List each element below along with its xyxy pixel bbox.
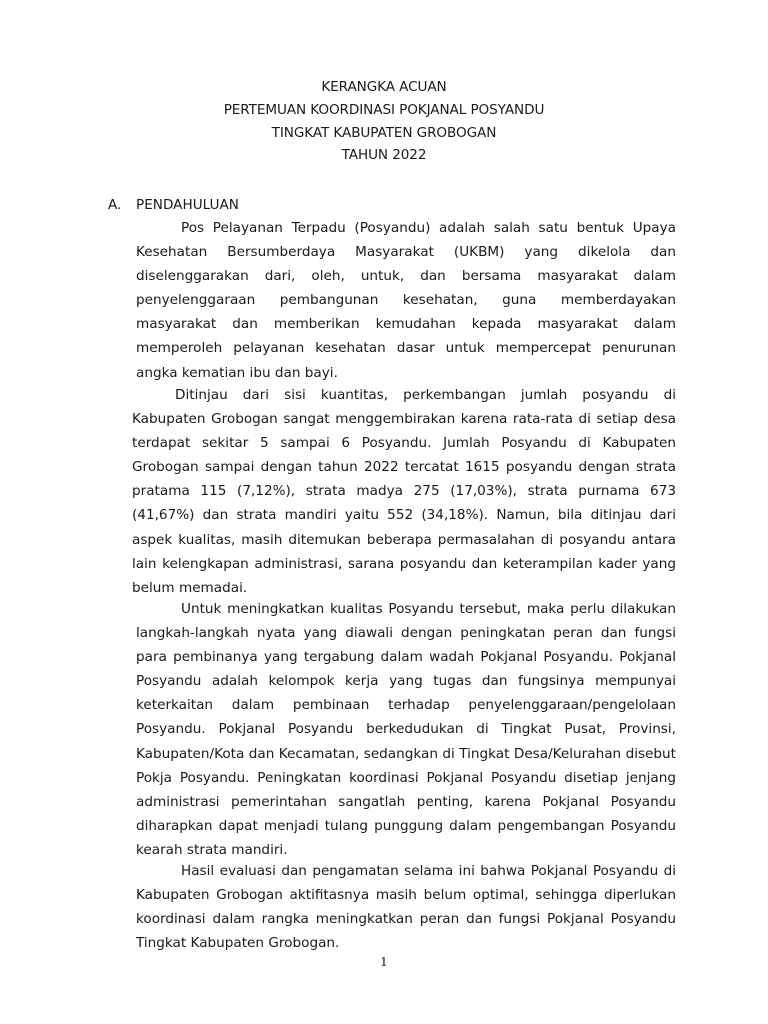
paragraph-block-4 (136, 859, 676, 955)
title-line-1: KERANGKA ACUAN (321, 79, 447, 95)
section-heading (108, 195, 239, 215)
paragraph: Ditinjau dari sisi kuantitas, perkembangan jumlah posyandu di Kabupaten Grobogan sangat menggembirakan karena rata-rata di setiap desa terdapat sekitar 5 sampai 6 Posyandu. Jumlah Posyandu di Kabupaten Grobogan sampai dengan tahun 2022 tercatat 1615 posyandu dengan strata pratama 115 (7,12%), strata madya 275 (17,03%), strata purnama 673 (41,67%) dan strata mandiri yaitu 552 (34,18%). Namun, bila ditinjau dari aspek kualitas, masih ditemukan beberapa permasalahan di posyandu antara lain kelengkapan administrasi, sarana posyandu dan keterampilan kader yang belum memadai. (132, 387, 676, 596)
page-number: 1 (380, 955, 388, 969)
title-line-4: TAHUN 2022 (341, 147, 427, 164)
paragraph-block-2 (132, 383, 676, 600)
document-title (0, 76, 768, 167)
paragraph-block-1 (136, 216, 676, 385)
title-line-3: TINGKAT KABUPATEN GROBOGAN (271, 124, 497, 141)
paragraph: Pos Pelayanan Terpadu (Posyandu) adalah salah satu bentuk Upaya Kesehatan Bersumberdaya Masyarakat (UKBM) yang dikelola dan diselenggarakan dari, oleh, untuk, dan bersama masyarakat dalam penyelenggaraan pembangunan kesehatan, guna memberdayakan masyarakat dan memberikan kemudahan kepada masyarakat dalam memperoleh pelayanan kesehatan dasar untuk mempercepat penurunan angka kematian ibu dan bayi. (136, 220, 676, 381)
paragraph-block-3 (136, 597, 676, 862)
paragraph: Untuk meningkatkan kualitas Posyandu tersebut, maka perlu dilakukan langkah-langkah nyata yang diawali dengan peningkatan peran dan fungsi para pembinanya yang tergabung dalam wadah Pokjanal Posyandu. Pokjanal Posyandu adalah kelompok kerja yang tugas dan fungsinya mempunyai keterkaitan dalam pembinaan terhadap penyelenggaraan/pengelolaan Posyandu. Pokjanal Posyandu berkedudukan di Tingkat Pusat, Provinsi, Kabupaten/Kota dan Kecamatan, sedangkan di Tingkat Desa/Kelurahan disebut Pokja Posyandu. Peningkatan koordinasi Pokjanal Posyandu disetiap jenjang administrasi pemerintahan sangatlah penting, karena Pokjanal Posyandu diharapkan dapat menjadi tulang punggung dalam pengembangan Posyandu kearah strata mandiri. (136, 601, 676, 858)
section-title: PENDAHULUAN (136, 197, 239, 213)
section-letter: A. (108, 197, 122, 213)
title-line-2: PERTEMUAN KOORDINASI POKJANAL POSYANDU (223, 101, 545, 118)
paragraph: Hasil evaluasi dan pengamatan selama ini bahwa Pokjanal Posyandu di Kabupaten Grobogan aktifitasnya masih belum optimal, sehingga diperlukan koordinasi dalam rangka meningkatkan peran dan fungsi Pokjanal Posyandu Tingkat Kabupaten Grobogan. (136, 863, 676, 952)
